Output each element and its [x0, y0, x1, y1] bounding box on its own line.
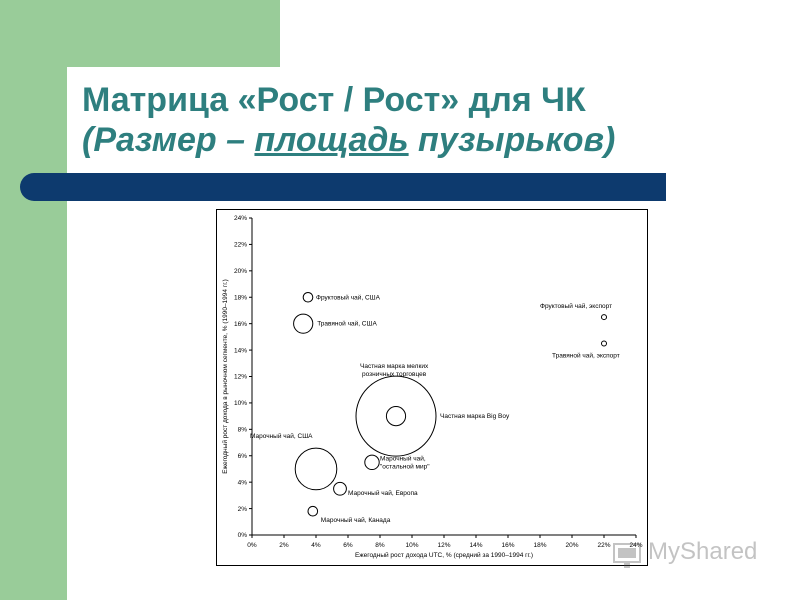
point-label: Фруктовый чай, США: [316, 294, 380, 302]
y-tick-label: 6%: [237, 452, 247, 460]
point-label-line: розничных торговцев: [362, 371, 427, 379]
title-divider-bar: [20, 173, 666, 201]
y-tick-label: 0%: [237, 532, 247, 540]
slide-title-line1: Матрица «Рост / Рост» для ЧК: [82, 81, 586, 119]
chart-axes: [234, 215, 643, 549]
y-tick-label: 4%: [237, 479, 247, 487]
point-label: [360, 363, 429, 378]
bubble: [602, 341, 607, 346]
x-tick-label: 2%: [279, 542, 289, 549]
y-tick-label: 18%: [233, 294, 247, 302]
x-tick-label: 4%: [311, 542, 321, 549]
y-axis-label: Ежегодный рост дохода в рыночном сегменте, % (1990–1994 гг.): [222, 279, 229, 474]
bubble: [602, 315, 607, 320]
title-part-c: пузырьков): [408, 121, 616, 159]
title-part-a: (Размер –: [82, 121, 255, 159]
point-label: Марочный чай, США: [250, 432, 313, 440]
y-tick-label: 8%: [237, 426, 247, 434]
point-label: Частная марка Big Boy: [440, 413, 510, 421]
point-label-line: Частная марка мелких: [360, 363, 429, 371]
bubble-chart: [216, 209, 648, 566]
left-accent-band: [0, 0, 67, 600]
x-tick-label: 16%: [501, 542, 515, 549]
x-tick-label: 12%: [437, 542, 451, 549]
y-tick-label: 10%: [233, 400, 247, 408]
y-tick-label: 24%: [233, 215, 247, 223]
point-label-line: Марочный чай,: [380, 455, 426, 463]
bubble: [303, 292, 313, 302]
y-tick-label: 22%: [233, 241, 247, 249]
x-tick-label: 8%: [375, 542, 385, 549]
point-label: Фруктовый чай, экспорт: [540, 303, 613, 311]
x-tick-label: 6%: [343, 542, 353, 549]
x-axis-label: Ежегодный рост дохода UTC, % (средний за 1990–1994 гг.): [354, 552, 534, 559]
y-tick-label: 2%: [237, 505, 247, 513]
point-label: Марочный чай, Европа: [348, 489, 418, 497]
x-tick-label: 22%: [597, 542, 611, 549]
point-label-line: "остальной мир": [380, 463, 430, 471]
slide-title-line2: [82, 120, 782, 160]
bubble: [295, 448, 337, 490]
title-part-underlined: площадь: [254, 121, 409, 159]
bubble: [334, 482, 347, 495]
bubble: [308, 506, 318, 516]
point-label: [380, 454, 430, 470]
point-label: Марочный чай, Канада: [320, 517, 391, 525]
x-tick-label: 20%: [565, 542, 579, 549]
slide-title: [82, 80, 782, 160]
point-label: Травяной чай, экспорт: [552, 352, 620, 360]
watermark-text: MyShared: [648, 538, 758, 565]
x-tick-label: 0%: [247, 542, 257, 549]
bubble: [386, 407, 405, 426]
point-label: Травяной чай, США: [317, 320, 377, 328]
watermark: [612, 536, 762, 570]
bubble: [365, 455, 379, 469]
x-tick-label: 24%: [629, 542, 643, 549]
x-tick-label: 14%: [469, 542, 483, 549]
y-tick-label: 16%: [233, 320, 247, 328]
y-tick-label: 20%: [233, 268, 247, 276]
x-tick-label: 10%: [405, 542, 419, 549]
y-tick-label: 14%: [233, 347, 247, 355]
x-tick-label: 18%: [533, 542, 547, 549]
watermark-logo-icon: [612, 536, 646, 570]
bubble: [294, 314, 313, 333]
top-accent-band: [0, 0, 280, 67]
y-tick-label: 12%: [233, 373, 247, 381]
